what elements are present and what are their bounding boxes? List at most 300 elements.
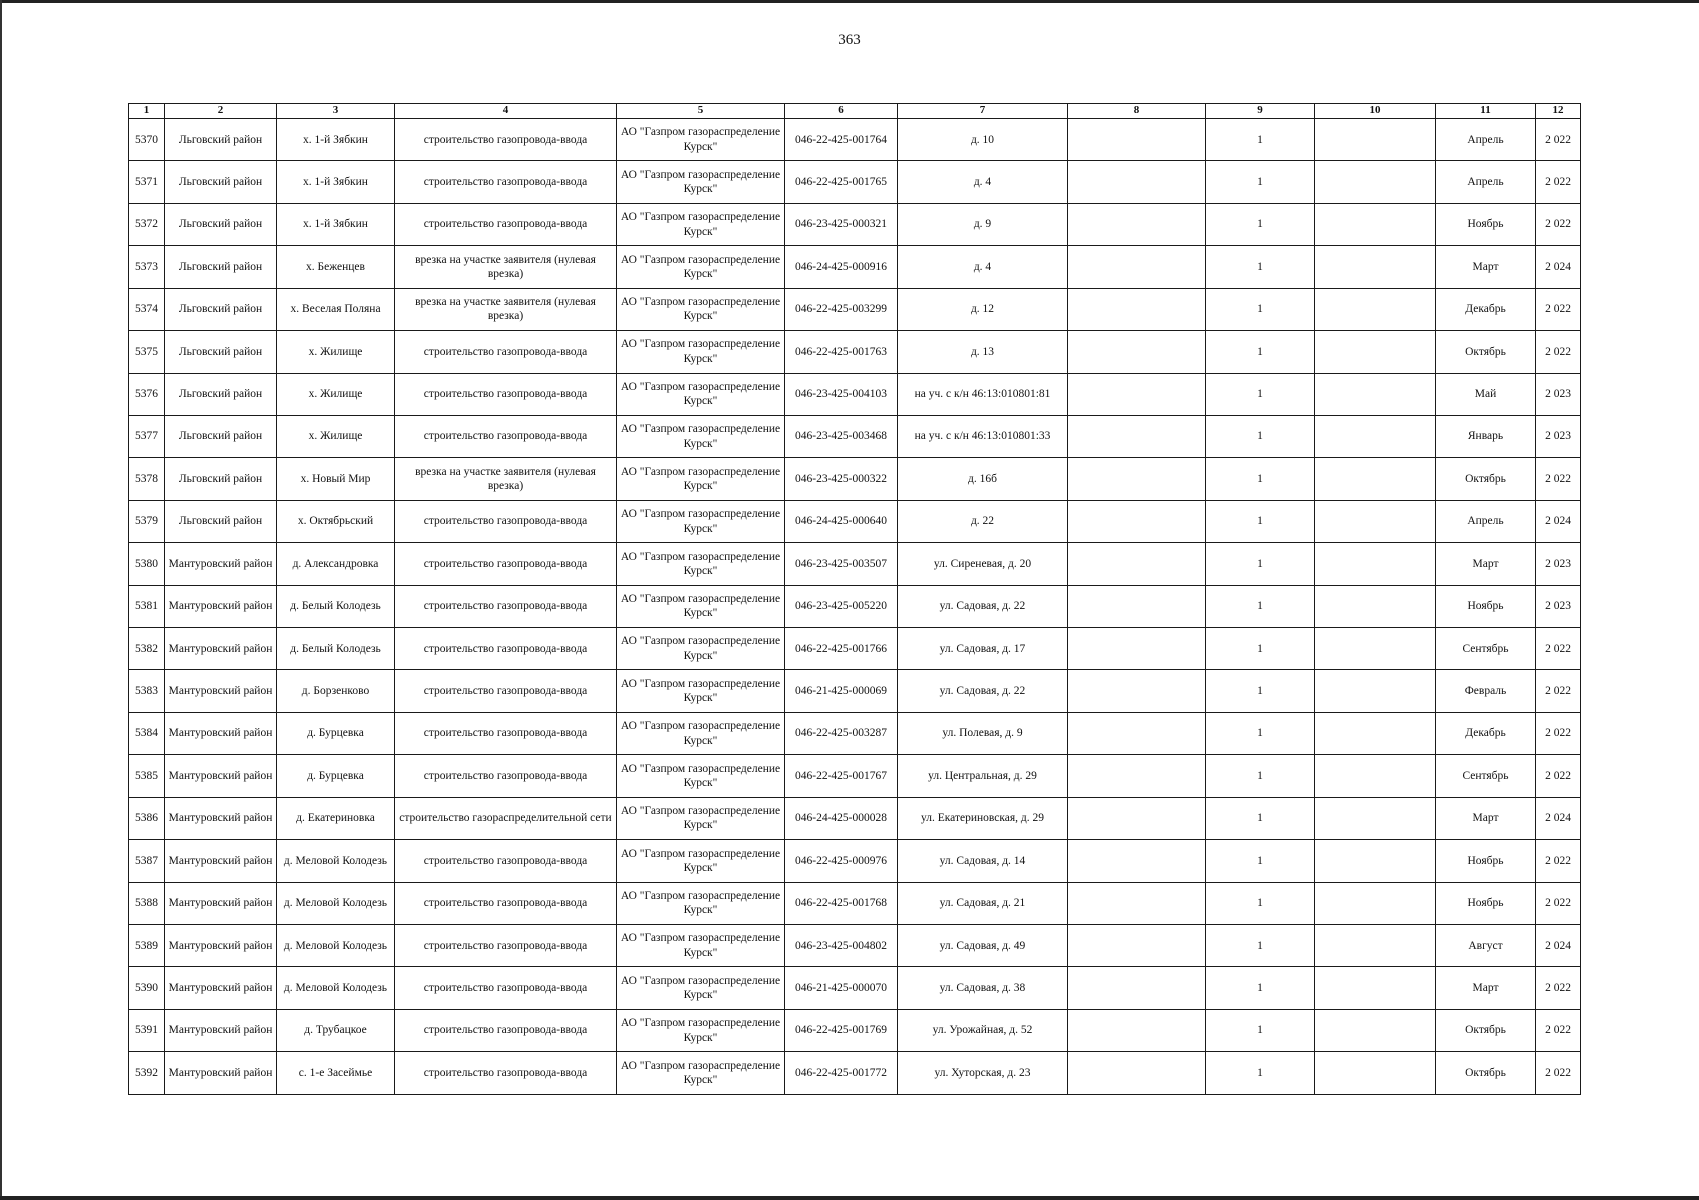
cell-district: Льговский район [165,373,277,415]
cell-year: 2 023 [1536,585,1581,627]
cell-work-type: строительство газопровода-ввода [395,967,617,1009]
cell-row-number: 5370 [129,119,165,161]
table-row [129,967,1581,1009]
cell-year: 2 022 [1536,755,1581,797]
cell-col-10 [1315,331,1436,373]
cell-district: Мантуровский район [165,840,277,882]
cell-col-10 [1315,967,1436,1009]
cell-work-type: строительство газопровода-ввода [395,500,617,542]
cell-row-number: 5380 [129,543,165,585]
cell-address: д. 10 [898,119,1068,161]
registry-table [128,103,1581,1095]
cell-locality: д. Меловой Колодезь [277,967,395,1009]
cell-col-8 [1068,1052,1206,1095]
cell-col-10 [1315,585,1436,627]
cell-quantity: 1 [1206,925,1315,967]
cell-district: Мантуровский район [165,755,277,797]
cell-year: 2 023 [1536,373,1581,415]
cell-col-8 [1068,1009,1206,1051]
scan-border-bottom [0,1196,1699,1200]
cell-locality: д. Меловой Колодезь [277,925,395,967]
cell-col-8 [1068,415,1206,457]
cell-organization: АО "Газпром газораспределение Курск" [617,331,785,373]
cell-col-8 [1068,585,1206,627]
column-header-2: 2 [165,104,277,119]
cell-quantity: 1 [1206,840,1315,882]
column-header-9: 9 [1206,104,1315,119]
table-row [129,670,1581,712]
cell-application-code: 046-23-425-005220 [785,585,898,627]
cell-month: Март [1436,543,1536,585]
table-row [129,797,1581,839]
cell-locality: х. Октябрьский [277,500,395,542]
cell-col-8 [1068,712,1206,754]
cell-col-10 [1315,246,1436,288]
cell-address: ул. Хуторская, д. 23 [898,1052,1068,1095]
cell-quantity: 1 [1206,670,1315,712]
cell-col-8 [1068,925,1206,967]
table-row [129,925,1581,967]
cell-district: Льговский район [165,331,277,373]
cell-col-10 [1315,840,1436,882]
cell-application-code: 046-24-425-000916 [785,246,898,288]
cell-row-number: 5375 [129,331,165,373]
cell-col-10 [1315,1052,1436,1095]
cell-district: Мантуровский район [165,967,277,1009]
cell-quantity: 1 [1206,882,1315,924]
cell-work-type: строительство газопровода-ввода [395,161,617,203]
cell-year: 2 022 [1536,670,1581,712]
cell-application-code: 046-24-425-000640 [785,500,898,542]
cell-month: Октябрь [1436,1052,1536,1095]
cell-application-code: 046-22-425-001767 [785,755,898,797]
cell-work-type: строительство газопровода-ввода [395,331,617,373]
table-row [129,755,1581,797]
cell-locality: д. Белый Колодезь [277,585,395,627]
cell-col-10 [1315,628,1436,670]
column-header-3: 3 [277,104,395,119]
cell-col-10 [1315,670,1436,712]
cell-application-code: 046-24-425-000028 [785,797,898,839]
table-row [129,246,1581,288]
cell-locality: х. Беженцев [277,246,395,288]
cell-row-number: 5391 [129,1009,165,1051]
cell-address: д. 4 [898,246,1068,288]
cell-organization: АО "Газпром газораспределение Курск" [617,628,785,670]
cell-organization: АО "Газпром газораспределение Курск" [617,543,785,585]
cell-quantity: 1 [1206,543,1315,585]
cell-col-10 [1315,458,1436,500]
cell-address: д. 22 [898,500,1068,542]
cell-address: д. 16б [898,458,1068,500]
cell-row-number: 5379 [129,500,165,542]
cell-work-type: строительство газопровода-ввода [395,712,617,754]
cell-district: Льговский район [165,203,277,245]
cell-quantity: 1 [1206,1009,1315,1051]
cell-month: Март [1436,246,1536,288]
cell-application-code: 046-23-425-003507 [785,543,898,585]
cell-locality: х. 1-й Зябкин [277,161,395,203]
cell-col-8 [1068,288,1206,330]
cell-month: Май [1436,373,1536,415]
cell-month: Апрель [1436,161,1536,203]
cell-col-10 [1315,500,1436,542]
cell-application-code: 046-22-425-001764 [785,119,898,161]
cell-col-8 [1068,373,1206,415]
cell-district: Мантуровский район [165,925,277,967]
table-row [129,1052,1581,1095]
cell-year: 2 022 [1536,161,1581,203]
cell-application-code: 046-22-425-001765 [785,161,898,203]
cell-work-type: врезка на участке заявителя (нулевая врезка) [395,288,617,330]
cell-month: Сентябрь [1436,755,1536,797]
cell-quantity: 1 [1206,373,1315,415]
cell-application-code: 046-23-425-004103 [785,373,898,415]
cell-row-number: 5377 [129,415,165,457]
cell-col-10 [1315,755,1436,797]
cell-row-number: 5385 [129,755,165,797]
cell-work-type: строительство газопровода-ввода [395,1009,617,1051]
cell-quantity: 1 [1206,458,1315,500]
cell-district: Льговский район [165,500,277,542]
cell-col-8 [1068,161,1206,203]
cell-locality: х. 1-й Зябкин [277,203,395,245]
cell-district: Мантуровский район [165,712,277,754]
cell-year: 2 022 [1536,712,1581,754]
cell-col-10 [1315,797,1436,839]
cell-quantity: 1 [1206,288,1315,330]
cell-address: ул. Сиреневая, д. 20 [898,543,1068,585]
cell-year: 2 023 [1536,415,1581,457]
cell-organization: АО "Газпром газораспределение Курск" [617,755,785,797]
cell-row-number: 5378 [129,458,165,500]
cell-col-8 [1068,458,1206,500]
cell-month: Апрель [1436,500,1536,542]
cell-month: Апрель [1436,119,1536,161]
cell-district: Льговский район [165,246,277,288]
cell-locality: д. Екатериновка [277,797,395,839]
cell-address: ул. Центральная, д. 29 [898,755,1068,797]
column-header-8: 8 [1068,104,1206,119]
cell-month: Ноябрь [1436,203,1536,245]
cell-organization: АО "Газпром газораспределение Курск" [617,203,785,245]
table-row [129,585,1581,627]
cell-application-code: 046-22-425-003299 [785,288,898,330]
cell-district: Мантуровский район [165,543,277,585]
cell-quantity: 1 [1206,755,1315,797]
cell-work-type: строительство газопровода-ввода [395,373,617,415]
cell-month: Февраль [1436,670,1536,712]
cell-work-type: строительство газопровода-ввода [395,543,617,585]
cell-address: д. 4 [898,161,1068,203]
cell-locality: х. Жилище [277,331,395,373]
cell-year: 2 022 [1536,331,1581,373]
table-row [129,203,1581,245]
cell-row-number: 5374 [129,288,165,330]
cell-locality: х. Жилище [277,373,395,415]
table-row [129,628,1581,670]
cell-locality: х. Веселая Поляна [277,288,395,330]
cell-locality: д. Бурцевка [277,755,395,797]
cell-address: ул. Садовая, д. 49 [898,925,1068,967]
cell-district: Мантуровский район [165,797,277,839]
cell-organization: АО "Газпром газораспределение Курск" [617,161,785,203]
cell-organization: АО "Газпром газораспределение Курск" [617,288,785,330]
header-row [129,104,1581,119]
scan-border-left [0,0,2,1200]
cell-locality: х. Новый Мир [277,458,395,500]
cell-col-10 [1315,882,1436,924]
cell-quantity: 1 [1206,712,1315,754]
cell-district: Мантуровский район [165,1052,277,1095]
cell-organization: АО "Газпром газораспределение Курск" [617,500,785,542]
cell-locality: х. Жилище [277,415,395,457]
cell-application-code: 046-22-425-000976 [785,840,898,882]
cell-col-8 [1068,670,1206,712]
cell-work-type: строительство газопровода-ввода [395,755,617,797]
cell-district: Льговский район [165,288,277,330]
cell-organization: АО "Газпром газораспределение Курск" [617,882,785,924]
cell-district: Мантуровский район [165,1009,277,1051]
column-header-6: 6 [785,104,898,119]
cell-quantity: 1 [1206,967,1315,1009]
cell-col-8 [1068,543,1206,585]
cell-address: ул. Урожайная, д. 52 [898,1009,1068,1051]
cell-organization: АО "Газпром газораспределение Курск" [617,797,785,839]
column-header-4: 4 [395,104,617,119]
cell-work-type: строительство газопровода-ввода [395,925,617,967]
cell-year: 2 022 [1536,628,1581,670]
cell-row-number: 5390 [129,967,165,1009]
cell-work-type: врезка на участке заявителя (нулевая врезка) [395,458,617,500]
cell-year: 2 024 [1536,925,1581,967]
cell-locality: х. 1-й Зябкин [277,119,395,161]
cell-address: ул. Садовая, д. 38 [898,967,1068,1009]
cell-col-8 [1068,882,1206,924]
cell-application-code: 046-22-425-001768 [785,882,898,924]
cell-work-type: врезка на участке заявителя (нулевая врезка) [395,246,617,288]
cell-district: Мантуровский район [165,585,277,627]
cell-row-number: 5373 [129,246,165,288]
cell-quantity: 1 [1206,415,1315,457]
table-row [129,840,1581,882]
cell-col-10 [1315,415,1436,457]
cell-col-8 [1068,331,1206,373]
cell-address: д. 9 [898,203,1068,245]
cell-month: Октябрь [1436,331,1536,373]
cell-address: д. 13 [898,331,1068,373]
cell-district: Льговский район [165,161,277,203]
cell-year: 2 024 [1536,246,1581,288]
cell-col-8 [1068,840,1206,882]
cell-locality: д. Белый Колодезь [277,628,395,670]
column-header-12: 12 [1536,104,1581,119]
cell-month: Март [1436,797,1536,839]
cell-year: 2 022 [1536,1009,1581,1051]
cell-month: Ноябрь [1436,585,1536,627]
cell-col-10 [1315,203,1436,245]
cell-year: 2 022 [1536,840,1581,882]
cell-quantity: 1 [1206,246,1315,288]
cell-month: Ноябрь [1436,882,1536,924]
cell-col-8 [1068,119,1206,161]
cell-row-number: 5384 [129,712,165,754]
cell-year: 2 022 [1536,288,1581,330]
cell-row-number: 5386 [129,797,165,839]
cell-work-type: строительство газопровода-ввода [395,670,617,712]
cell-district: Льговский район [165,415,277,457]
cell-col-10 [1315,1009,1436,1051]
cell-address: ул. Садовая, д. 22 [898,585,1068,627]
cell-locality: д. Александровка [277,543,395,585]
cell-quantity: 1 [1206,797,1315,839]
column-header-11: 11 [1436,104,1536,119]
cell-year: 2 022 [1536,458,1581,500]
table-row [129,500,1581,542]
table-row [129,331,1581,373]
cell-locality: д. Борзенково [277,670,395,712]
cell-application-code: 046-23-425-000322 [785,458,898,500]
cell-work-type: строительство газопровода-ввода [395,415,617,457]
cell-organization: АО "Газпром газораспределение Курск" [617,840,785,882]
cell-year: 2 024 [1536,500,1581,542]
cell-col-8 [1068,797,1206,839]
cell-address: ул. Полевая, д. 9 [898,712,1068,754]
cell-col-8 [1068,967,1206,1009]
cell-application-code: 046-23-425-003468 [785,415,898,457]
cell-organization: АО "Газпром газораспределение Курск" [617,670,785,712]
cell-organization: АО "Газпром газораспределение Курск" [617,925,785,967]
cell-work-type: строительство газораспределительной сети [395,797,617,839]
cell-district: Мантуровский район [165,628,277,670]
table-row [129,543,1581,585]
table-row [129,415,1581,457]
cell-work-type: строительство газопровода-ввода [395,585,617,627]
cell-col-8 [1068,755,1206,797]
cell-application-code: 046-21-425-000069 [785,670,898,712]
cell-col-10 [1315,712,1436,754]
cell-quantity: 1 [1206,119,1315,161]
cell-row-number: 5389 [129,925,165,967]
cell-district: Мантуровский район [165,882,277,924]
cell-application-code: 046-23-425-004802 [785,925,898,967]
cell-address: ул. Екатериновская, д. 29 [898,797,1068,839]
cell-district: Льговский район [165,458,277,500]
cell-quantity: 1 [1206,585,1315,627]
cell-year: 2 022 [1536,882,1581,924]
cell-month: Август [1436,925,1536,967]
table-row [129,119,1581,161]
cell-col-8 [1068,246,1206,288]
table-row [129,288,1581,330]
cell-year: 2 022 [1536,967,1581,1009]
cell-address: ул. Садовая, д. 21 [898,882,1068,924]
table-row [129,712,1581,754]
cell-organization: АО "Газпром газораспределение Курск" [617,967,785,1009]
cell-locality: д. Меловой Колодезь [277,882,395,924]
cell-col-8 [1068,203,1206,245]
cell-locality: д. Бурцевка [277,712,395,754]
cell-organization: АО "Газпром газораспределение Курск" [617,1052,785,1095]
cell-year: 2 022 [1536,119,1581,161]
cell-row-number: 5381 [129,585,165,627]
table-row [129,1009,1581,1051]
cell-organization: АО "Газпром газораспределение Курск" [617,373,785,415]
cell-locality: д. Трубацкое [277,1009,395,1051]
cell-address: ул. Садовая, д. 14 [898,840,1068,882]
column-header-5: 5 [617,104,785,119]
cell-row-number: 5376 [129,373,165,415]
cell-address: ул. Садовая, д. 22 [898,670,1068,712]
cell-work-type: строительство газопровода-ввода [395,1052,617,1095]
cell-month: Октябрь [1436,1009,1536,1051]
cell-month: Декабрь [1436,288,1536,330]
cell-month: Октябрь [1436,458,1536,500]
cell-address: на уч. с к/н 46:13:010801:33 [898,415,1068,457]
cell-quantity: 1 [1206,331,1315,373]
cell-organization: АО "Газпром газораспределение Курск" [617,119,785,161]
cell-month: Январь [1436,415,1536,457]
cell-year: 2 022 [1536,203,1581,245]
cell-col-10 [1315,925,1436,967]
cell-row-number: 5392 [129,1052,165,1095]
cell-organization: АО "Газпром газораспределение Курск" [617,712,785,754]
table-row [129,161,1581,203]
cell-col-8 [1068,500,1206,542]
cell-col-10 [1315,288,1436,330]
cell-work-type: строительство газопровода-ввода [395,628,617,670]
cell-application-code: 046-22-425-001766 [785,628,898,670]
cell-address: на уч. с к/н 46:13:010801:81 [898,373,1068,415]
page-number: 363 [838,32,861,48]
column-header-10: 10 [1315,104,1436,119]
cell-row-number: 5387 [129,840,165,882]
cell-quantity: 1 [1206,1052,1315,1095]
column-header-1: 1 [129,104,165,119]
cell-organization: АО "Газпром газораспределение Курск" [617,585,785,627]
cell-application-code: 046-22-425-001769 [785,1009,898,1051]
cell-quantity: 1 [1206,628,1315,670]
cell-work-type: строительство газопровода-ввода [395,882,617,924]
cell-district: Льговский район [165,119,277,161]
cell-col-8 [1068,628,1206,670]
cell-work-type: строительство газопровода-ввода [395,840,617,882]
cell-col-10 [1315,543,1436,585]
table-row [129,373,1581,415]
cell-year: 2 023 [1536,543,1581,585]
column-header-7: 7 [898,104,1068,119]
cell-application-code: 046-22-425-001772 [785,1052,898,1095]
cell-application-code: 046-22-425-003287 [785,712,898,754]
cell-work-type: строительство газопровода-ввода [395,119,617,161]
cell-locality: д. Меловой Колодезь [277,840,395,882]
cell-address: д. 12 [898,288,1068,330]
cell-col-10 [1315,161,1436,203]
table-row [129,882,1581,924]
cell-organization: АО "Газпром газораспределение Курск" [617,1009,785,1051]
cell-organization: АО "Газпром газораспределение Курск" [617,415,785,457]
cell-locality: с. 1-е Засеймье [277,1052,395,1095]
cell-year: 2 024 [1536,797,1581,839]
scan-border-top [0,0,1699,3]
cell-row-number: 5388 [129,882,165,924]
cell-application-code: 046-21-425-000070 [785,967,898,1009]
table-row [129,458,1581,500]
cell-month: Декабрь [1436,712,1536,754]
cell-district: Мантуровский район [165,670,277,712]
cell-quantity: 1 [1206,500,1315,542]
cell-organization: АО "Газпром газораспределение Курск" [617,246,785,288]
